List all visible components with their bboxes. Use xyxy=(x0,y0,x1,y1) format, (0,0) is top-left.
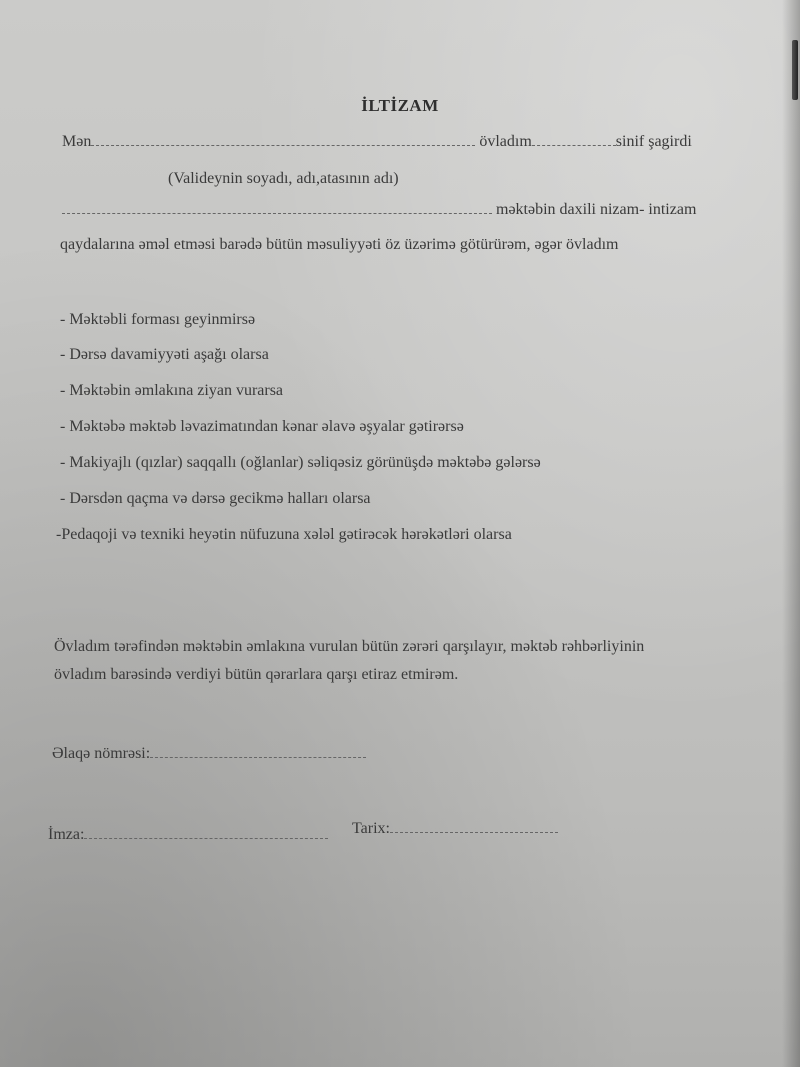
contact-line xyxy=(52,745,366,763)
parent-name-blank xyxy=(91,133,475,146)
school-blank xyxy=(62,201,492,214)
signature-label: İmza: xyxy=(48,826,85,843)
line1 xyxy=(62,133,692,151)
signature-blank xyxy=(84,826,328,839)
condition-item: - Makiyajlı (qızlar) saqqallı (oğlanlar) səliqəsiz görünüşdə məktəbə gələrsə xyxy=(60,454,541,471)
document-title: İLTİZAM xyxy=(361,96,439,115)
child-class-blank xyxy=(532,133,616,146)
condition-item: - Dərsdən qaçma və dərsə gecikmə halları olarsa xyxy=(60,490,371,507)
closing-line1: Övladım tərəfindən məktəbin əmlakına vurulan bütün zərəri qarşılayır, məktəb rəhbərliyinin xyxy=(54,638,645,655)
signature-line xyxy=(48,826,328,844)
condition-item: - Dərsə davamiyyəti aşağı olarsa xyxy=(60,346,269,363)
line2 xyxy=(62,201,696,219)
condition-item: - Məktəbə məktəb ləvazimatından kənar əlavə əşyalar gətirərsə xyxy=(60,418,464,435)
line1-suffix: sinif şagirdi xyxy=(615,133,692,150)
line3: qaydalarına əməl etməsi barədə bütün məsuliyyəti öz üzərimə götürürəm, əgər övladım xyxy=(60,236,619,253)
date-label: Tarix: xyxy=(352,820,390,837)
parent-hint: (Valideynin soyadı, adı,atasının adı) xyxy=(168,170,399,187)
line1-prefix: Mən xyxy=(62,133,92,150)
page-edge-shadow xyxy=(782,0,800,1067)
date-line xyxy=(352,820,558,838)
closing-line2: övladım barəsində verdiyi bütün qərarlara qarşı etiraz etmirəm. xyxy=(54,666,459,683)
condition-item: - Məktəbli forması geyinmirsə xyxy=(60,311,256,328)
contact-label: Əlaqə nömrəsi: xyxy=(52,745,151,762)
date-blank xyxy=(390,820,558,833)
binder-clip xyxy=(792,40,798,100)
condition-item: -Pedaqoji və texniki heyətin nüfuzuna xələl gətirəcək hərəkətləri olarsa xyxy=(56,526,512,543)
line2-suffix: məktəbin daxili nizam- intizam xyxy=(496,201,697,218)
contact-blank xyxy=(150,745,366,758)
line1-middle: övladım xyxy=(479,133,532,150)
condition-item: - Məktəbin əmlakına ziyan vurarsa xyxy=(60,382,284,399)
